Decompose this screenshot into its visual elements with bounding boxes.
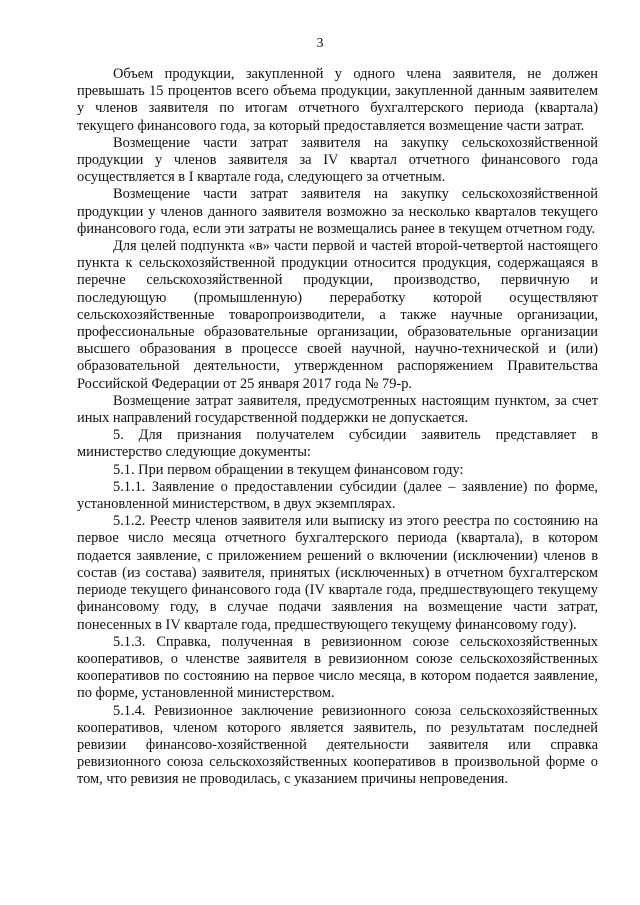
paragraph-agricultural-products-definition: Для целей подпункта «в» части первой и частей второй-четвертой настоящего пункта к сельскохозяйственной продукции относится продукция, содержащаяся в перечне сельскохозяйственной продукции, производство, первичную и последующую (промышленную) переработку которой осуществляют сельскохозяйственные товаропроизводители, а также научные организации, профессиональные образовательные организации, образовательные организации высшего образования в процессе своей научной, научно-технической и (или) образовательной деятельности, утвержденном распоряжением Правительства Российской Федерации от 25 января 2017 года № 79-р. bbox=[77, 238, 598, 392]
paragraph-clause-5-1-4: 5.1.4. Ревизионное заключение ревизионного союза сельскохозяйственных кооперативов, членом которого является заявитель, по результатам последней ревизии финансово-хозяйственной деятельности заявителя или справка ревизионного союза сельскохозяйственных кооперативов в произвольной форме о том, что ревизия не проводилась, с указанием причины непроведения. bbox=[77, 702, 598, 788]
paragraph-no-double-support: Возмещение затрат заявителя, предусмотренных настоящим пунктом, за счет иных направлений государственной поддержки не допускается. bbox=[77, 392, 598, 427]
page-number: 3 bbox=[316, 36, 324, 51]
paragraph-clause-5-1-3: 5.1.3. Справка, полученная в ревизионном союзе сельскохозяйственных кооперативов, о членстве заявителя в ревизионном союзе сельскохозяйственных кооперативов по состоянию на первое число месяца, в котором подается заявление, по форме, установленной министерством. bbox=[77, 633, 598, 702]
paragraph-purchase-volume-limit: Объем продукции, закупленной у одного члена заявителя, не должен превышать 15 процентов всего объема продукции, закупленной данным заявителем у членов заявителя по итогам отчетного бухгалтерского периода (квартала) текущего финансового года, за который предоставляется возмещение части затрат. bbox=[77, 66, 598, 134]
paragraph-clause-5-1-2: 5.1.2. Реестр членов заявителя или выписку из этого реестра по состоянию на первое число месяца отчетного бухгалтерского периода (квартала), в котором подается заявление, с приложением решений о включении (исключении) членов в состав (из состава) заявителя, принятых (исключенных) в отчетном бухгалтерском периоде текущего финансового года (IV квартале года, предшествующего текущему финансовому году, в случае подачи заявления на возмещение части затрат, понесенных в IV квартале года, предшествующего текущему финансовому году). bbox=[77, 513, 598, 633]
paragraph-multiple-quarters: Возмещение части затрат заявителя на закупку сельскохозяйственной продукции у членов данного заявителя возможно за несколько кварталов текущего финансового года, если эти затраты не возмещались ранее в текущем отчетном году. bbox=[77, 186, 598, 237]
paragraph-q4-reimbursement: Возмещение части затрат заявителя на закупку сельскохозяйственной продукции у членов заявителя за IV квартал отчетного финансового года осуществляется в I квартале года, следующего за отчетным. bbox=[77, 134, 598, 186]
paragraph-clause-5-1-1: 5.1.1. Заявление о предоставлении субсидии (далее – заявление) по форме, установленной министерством, в двух экземплярах. bbox=[77, 478, 598, 513]
paragraph-clause-5: 5. Для признания получателем субсидии заявитель представляет в министерство следующие документы: bbox=[77, 427, 598, 461]
paragraph-clause-5-1: 5.1. При первом обращении в текущем финансовом году: bbox=[113, 461, 464, 478]
document-body bbox=[77, 66, 598, 789]
